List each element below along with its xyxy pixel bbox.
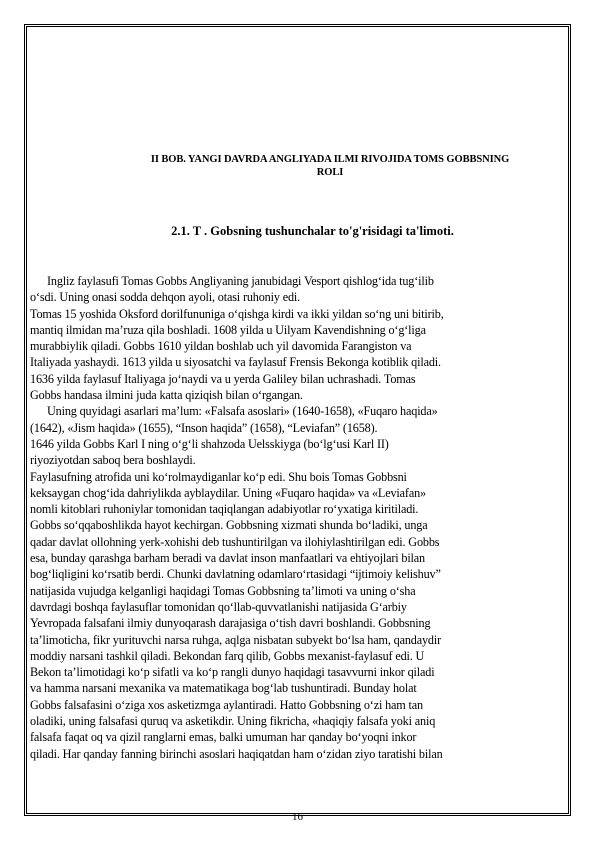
chapter-title-line-1: II BOB. YANGI DAVRDA ANGLIYADA ILMI RIVOJIDA TOMS GOBBSNING: [150, 154, 510, 165]
text-line: mantiq ilmidan ma’ruza qila boshladi. 1608 yilda u Uilyam Kavendishning o‘g‘liga: [30, 322, 426, 337]
text-line: Gobbs so‘qqaboshlikda hayot kechirgan. Gobbsning xizmati shunda bo‘ladiki, unga: [30, 518, 428, 533]
text-line: o‘sdi. Uning onasi sodda dehqon ayoli, otasi ruhoniy edi.: [30, 290, 301, 305]
text-line: Ingliz faylasufi Tomas Gobbs Angliyaning janubidagi Vesport qishlog‘ida tug‘ilib: [47, 274, 434, 288]
text-line: natijasida vujudga kelganligi haqidagi Tomas Gobbsning ta’limoti va uning o‘sha: [30, 583, 416, 598]
text-line: riyoziyotdan saboq bera boshlaydi.: [30, 453, 196, 468]
text-line: oladiki, uning falsafasi quruq va asketikdir. Uning fikricha, «haqiqiy falsafa yoki aniq: [30, 714, 436, 729]
text-line: murabbiylik qiladi. Gobbs 1610 yildan boshlab uch yil davomida Farangiston va: [30, 339, 412, 354]
section-title: 2.1. T . Gobsning tushunchalar to'g'risidagi ta'limoti.: [171, 224, 454, 238]
text-line: nomli kitoblari ruhoniylar tomonidan taqiqlangan adabiyotlar ro‘yxatiga kiritiladi.: [30, 502, 419, 517]
text-line: Uning quyidagi asarlari ma’lum: «Falsafa asoslari» (1640-1658), «Fuqaro haqida»: [47, 404, 438, 419]
text-line: ta’limoticha, fikr yurituvchi narsa ruhga, aqlga nisbatan subyekt bo‘lsa ham, qandaydir: [30, 632, 442, 647]
text-line: falsafa faqat oq va qizil ranglarni emas, balki umuman har qanday bo‘yoqni inkor: [30, 730, 417, 745]
text-line: (1642), «Jism haqida» (1655), “Inson haqida” (1658), “Leviafan” (1658).: [30, 420, 378, 435]
chapter-title: [100, 153, 560, 179]
text-line: Faylasufning atrofida uni ko‘rolmaydiganlar ko‘p edi. Shu bois Tomas Gobbsni: [30, 469, 407, 484]
text-line: esa, bunday qarashga barham beradi va davlat inson manfaatlari va ehtiyojlari bilan: [30, 551, 425, 566]
text-line: qadar davlat ollohning yerk-xohishi deb tushuntirilgan va ilohiylashtirilgan edi. Gobbs: [30, 534, 440, 549]
chapter-title-line-2: ROLI: [316, 167, 344, 178]
text-line: Tomas 15 yoshida Oksford dorilfununiga o‘qishga kirdi va ikki yildan so‘ng uni bitirib,: [30, 306, 444, 321]
text-line: keksaygan chog‘ida dahriylikda ayblaydilar. Uning «Fuqaro haqida» va «Leviafan»: [30, 485, 426, 500]
body-text: [30, 273, 550, 762]
text-line: Yevropada falsafani ilmiy dunyoqarash darajasiga o‘tish davri boshlandi. Gobbsning: [30, 616, 431, 631]
text-line: qiladi. Har qanday fanning birinchi asoslari haqiqatdan ham o‘zidan ziyo taratishi bilan: [30, 746, 443, 761]
text-line: bog‘liqligini ko‘rsatib berdi. Chunki davlatning odamlaro‘rtasidagi “ijtimoiy kelishuv”: [30, 567, 441, 582]
text-line: 1636 yilda faylasuf Italiyaga jo‘naydi va u yerda Galiley bilan uchrashadi. Tomas: [30, 371, 416, 386]
text-line: 1646 yilda Gobbs Karl I ning o‘g‘li shahzoda Uelsskiyga (bo‘lg‘usi Karl II): [30, 436, 389, 451]
text-line: davrdagi boshqa faylasuflar tomonidan qo‘llab-quvvatlanishi natijasida G‘arbiy: [30, 599, 407, 614]
text-line: Bekon ta’limotidagi ko‘p sifatli va ko‘p rangli dunyo haqidagi tasavvurni inkor qiladi: [30, 665, 435, 680]
page-number: 16: [292, 811, 303, 823]
text-line: Italiyada yashaydi. 1613 yilda u siyosatchi va faylasuf Frensis Bekonga kotiblik qiladi.: [30, 355, 441, 370]
text-line: moddiy narsani tashkil qiladi. Bekondan farq qilib, Gobbs mexanist-faylasuf edi. U: [30, 648, 425, 663]
text-line: Gobbs falsafasini o‘ziga xos asketizmga aylantiradi. Hatto Gobbsning o‘zi ham tan: [30, 697, 423, 712]
text-line: va hamma narsani mexanika va matematikaga bog‘lab tushuntiradi. Bunday holat: [30, 681, 417, 696]
text-line: Gobbs handasa ilmini juda katta qiziqish bilan o‘rgangan.: [30, 388, 303, 403]
